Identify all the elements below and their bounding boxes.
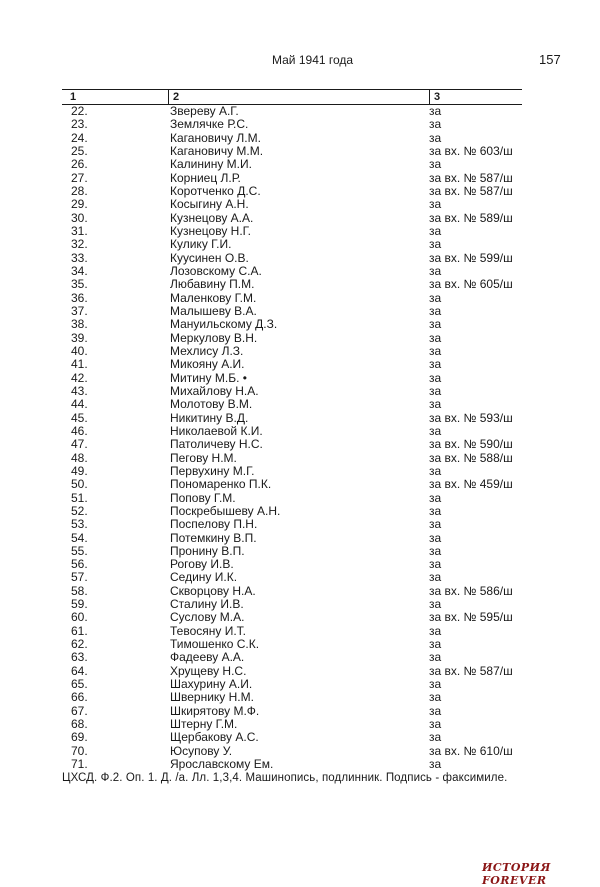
row-number: 56. [71,557,88,572]
table-row [62,118,522,131]
row-number: 27. [71,170,88,185]
row-number: 39. [71,330,88,345]
table-row [62,372,522,385]
recipient-name: Скворцову Н.А. [170,583,256,598]
recipient-name: Сталину И.В. [170,597,244,612]
table-row [62,518,522,531]
row-number: 61. [71,623,88,638]
row-number: 55. [71,543,88,558]
recipient-name: Шахурину А.И. [170,677,253,692]
vote-note: за вх. № 599/ш [429,250,513,265]
vote-note: за вх. № 587/ш [429,170,513,185]
recipient-name: Тимошенко С.К. [170,637,260,652]
row-number: 36. [71,290,88,305]
recipient-name: Косыгину А.Н. [170,197,249,212]
recipient-name: Поспелову П.Н. [170,517,258,532]
table-row [62,358,522,371]
recipient-name: Пегову Н.М. [170,450,237,465]
table-row [62,571,522,584]
row-number: 71. [71,757,88,772]
table-row [62,452,522,465]
watermark-logo: ИСТОРИЯ FOREVER [482,861,551,887]
recipient-name: Мехлису Л.З. [170,343,244,358]
row-number: 32. [71,237,88,252]
table-row [62,238,522,251]
vote-note: за [429,637,442,652]
row-number: 26. [71,157,88,172]
vote-note: за вх. № 586/ш [429,583,513,598]
row-number: 58. [71,583,88,598]
table-row [62,318,522,331]
row-number: 59. [71,597,88,612]
vote-note: за вх. № 587/ш [429,183,513,198]
row-number: 46. [71,423,88,438]
table-row [62,385,522,398]
source-note: ЦХСД. Ф.2. Оп. 1. Д. /а. Лл. 1,3,4. Машинопись, подлинник. Подпись - факсимиле. [62,772,508,784]
row-number: 69. [71,730,88,745]
vote-note: за вх. № 593/ш [429,410,513,425]
recipient-name: Николаевой К.И. [170,423,263,438]
table-row [62,651,522,664]
vote-note: за [429,383,442,398]
recipient-name: Малышеву В.А. [170,303,257,318]
vote-note: за [429,223,442,238]
vote-note: за [429,517,442,532]
table-row [62,212,522,225]
table-row [62,332,522,345]
recipient-name: Куусинен О.В. [170,250,249,265]
recipient-name: Михайлову Н.А. [170,383,259,398]
recipient-name: Коротченко Д.С. [170,183,261,198]
table-row [62,185,522,198]
row-number: 38. [71,317,88,332]
recipient-name: Потемкину В.П. [170,530,257,545]
vote-note: за [429,557,442,572]
vote-note: за [429,677,442,692]
recipient-name: Патоличеву Н.С. [170,437,263,452]
vote-note: за [429,130,442,145]
row-number: 53. [71,517,88,532]
table-row [62,611,522,624]
vote-note: за [429,330,442,345]
vote-note: за вх. № 595/ш [429,610,513,625]
row-number: 68. [71,717,88,732]
table-row [62,545,522,558]
vote-note: за [429,530,442,545]
row-number: 52. [71,503,88,518]
table-row [62,292,522,305]
vote-note: за вх. № 589/ш [429,210,513,225]
vote-note: за [429,703,442,718]
table-row [62,105,522,118]
row-number: 62. [71,637,88,652]
vote-note: за [429,370,442,385]
table-row [62,598,522,611]
table-row [62,638,522,651]
recipient-name: Маленкову Г.М. [170,290,257,305]
vote-note: за [429,290,442,305]
recipient-name: Кагановичу М.М. [170,143,264,158]
row-number: 34. [71,263,88,278]
recipient-name: Митину М.Б. • [170,370,247,385]
row-number: 57. [71,570,88,585]
recipient-name: Юсупову У. [170,743,233,758]
row-number: 42. [71,370,88,385]
vote-note: за [429,423,442,438]
recipient-name: Никитину В.Д. [170,410,249,425]
recipient-name: Кузнецову А.А. [170,210,254,225]
row-number: 48. [71,450,88,465]
recipient-name: Швернику Н.М. [170,690,254,705]
table-row [62,158,522,171]
recipient-name: Любавину П.М. [170,277,255,292]
table-row [62,745,522,758]
table-row [62,758,522,771]
table-row [62,492,522,505]
vote-note: за вх. № 590/ш [429,437,513,452]
recipient-name: Поскребышеву А.Н. [170,503,281,518]
recipient-name: Седину И.К. [170,570,238,585]
vote-note: за [429,757,442,772]
recipient-name: Лозовскому С.А. [170,263,262,278]
vote-note: за вх. № 459/ш [429,477,513,492]
table-row [62,558,522,571]
vote-note: за [429,357,442,372]
row-number: 67. [71,703,88,718]
table-row [62,478,522,491]
vote-note: за [429,104,442,118]
recipient-name: Калинину М.И. [170,157,252,172]
row-number: 65. [71,677,88,692]
table-row [62,145,522,158]
page-number: 157 [539,52,561,67]
table-row [62,438,522,451]
table-row [62,172,522,185]
table-row [62,718,522,731]
recipient-name: Первухину М.Г. [170,463,255,478]
table-row [62,425,522,438]
row-number: 23. [71,117,88,132]
recipient-name: Звереву А.Г. [170,104,239,118]
vote-note: за [429,303,442,318]
vote-note: за [429,730,442,745]
table-row [62,691,522,704]
table-header [62,89,522,105]
vote-note: за [429,263,442,278]
table-row [62,398,522,411]
recipient-name: Корниец Л.Р. [170,170,241,185]
row-number: 24. [71,130,88,145]
table-row [62,345,522,358]
row-number: 41. [71,357,88,372]
vote-note: за [429,197,442,212]
recipient-name: Кулику Г.И. [170,237,232,252]
recipient-name: Пономаренко П.К. [170,477,272,492]
recipient-name: Попову Г.М. [170,490,236,505]
vote-note: за вх. № 603/ш [429,143,513,158]
vote-note: за [429,237,442,252]
row-number: 50. [71,477,88,492]
vote-note: за [429,157,442,172]
recipient-name: Кагановичу Л.М. [170,130,261,145]
recipient-name: Рогову И.В. [170,557,234,572]
table-row [62,465,522,478]
vote-note: за вх. № 610/ш [429,743,513,758]
row-number: 29. [71,197,88,212]
row-number: 35. [71,277,88,292]
vote-note: за [429,463,442,478]
row-number: 47. [71,437,88,452]
row-number: 28. [71,183,88,198]
table-row [62,585,522,598]
row-number: 37. [71,303,88,318]
vote-note: за [429,317,442,332]
recipient-name: Фадееву А.А. [170,650,245,665]
vote-note: за вх. № 605/ш [429,277,513,292]
recipient-name: Микояну А.И. [170,357,245,372]
recipient-name: Пронину В.П. [170,543,245,558]
row-number: 40. [71,343,88,358]
row-number: 31. [71,223,88,238]
vote-note: за [429,690,442,705]
column-header-1: 1 [70,91,77,103]
table-row [62,265,522,278]
vote-note: за [429,490,442,505]
table-row [62,305,522,318]
table-row [62,532,522,545]
table-row [62,705,522,718]
running-title: Май 1941 года [272,53,354,67]
table-row [62,278,522,291]
vote-note: за [429,570,442,585]
row-number: 64. [71,663,88,678]
vote-note: за [429,717,442,732]
vote-note: за [429,343,442,358]
vote-note: за [429,503,442,518]
vote-note: за [429,650,442,665]
row-number: 60. [71,610,88,625]
row-number: 63. [71,650,88,665]
recipient-name: Ярославскому Ем. [170,757,274,772]
recipient-name: Щербакову А.С. [170,730,259,745]
recipient-name: Меркулову В.Н. [170,330,258,345]
recipient-name: Землячке Р.С. [170,117,249,132]
table-row [62,198,522,211]
recipient-name: Суслову М.А. [170,610,245,625]
row-number: 22. [71,104,88,118]
table-row [62,412,522,425]
vote-note: за [429,623,442,638]
row-number: 33. [71,250,88,265]
row-number: 49. [71,463,88,478]
row-number: 66. [71,690,88,705]
row-number: 43. [71,383,88,398]
table-row [62,625,522,638]
recipient-name: Кузнецову Н.Г. [170,223,252,238]
vote-note: за [429,597,442,612]
row-number: 70. [71,743,88,758]
table-row [62,731,522,744]
recipient-name: Штерну Г.М. [170,717,238,732]
recipient-name: Молотову В.М. [170,397,253,412]
row-number: 30. [71,210,88,225]
recipient-name: Мануильскому Д.З. [170,317,278,332]
table-row [62,252,522,265]
column-header-2: 2 [168,90,179,104]
row-number: 25. [71,143,88,158]
vote-note: за [429,397,442,412]
vote-note: за вх. № 588/ш [429,450,513,465]
vote-note: за вх. № 587/ш [429,663,513,678]
table-row [62,678,522,691]
row-number: 44. [71,397,88,412]
column-header-3: 3 [429,90,440,104]
recipient-name: Тевосяну И.Т. [170,623,246,638]
vote-note: за [429,543,442,558]
recipient-name: Шкирятову М.Ф. [170,703,260,718]
table-row [62,132,522,145]
vote-table [62,89,522,771]
row-number: 54. [71,530,88,545]
table-body [62,105,522,771]
table-row [62,665,522,678]
vote-note: за [429,117,442,132]
recipient-name: Хрущеву Н.С. [170,663,247,678]
table-row [62,505,522,518]
row-number: 51. [71,490,88,505]
table-row [62,225,522,238]
row-number: 45. [71,410,88,425]
